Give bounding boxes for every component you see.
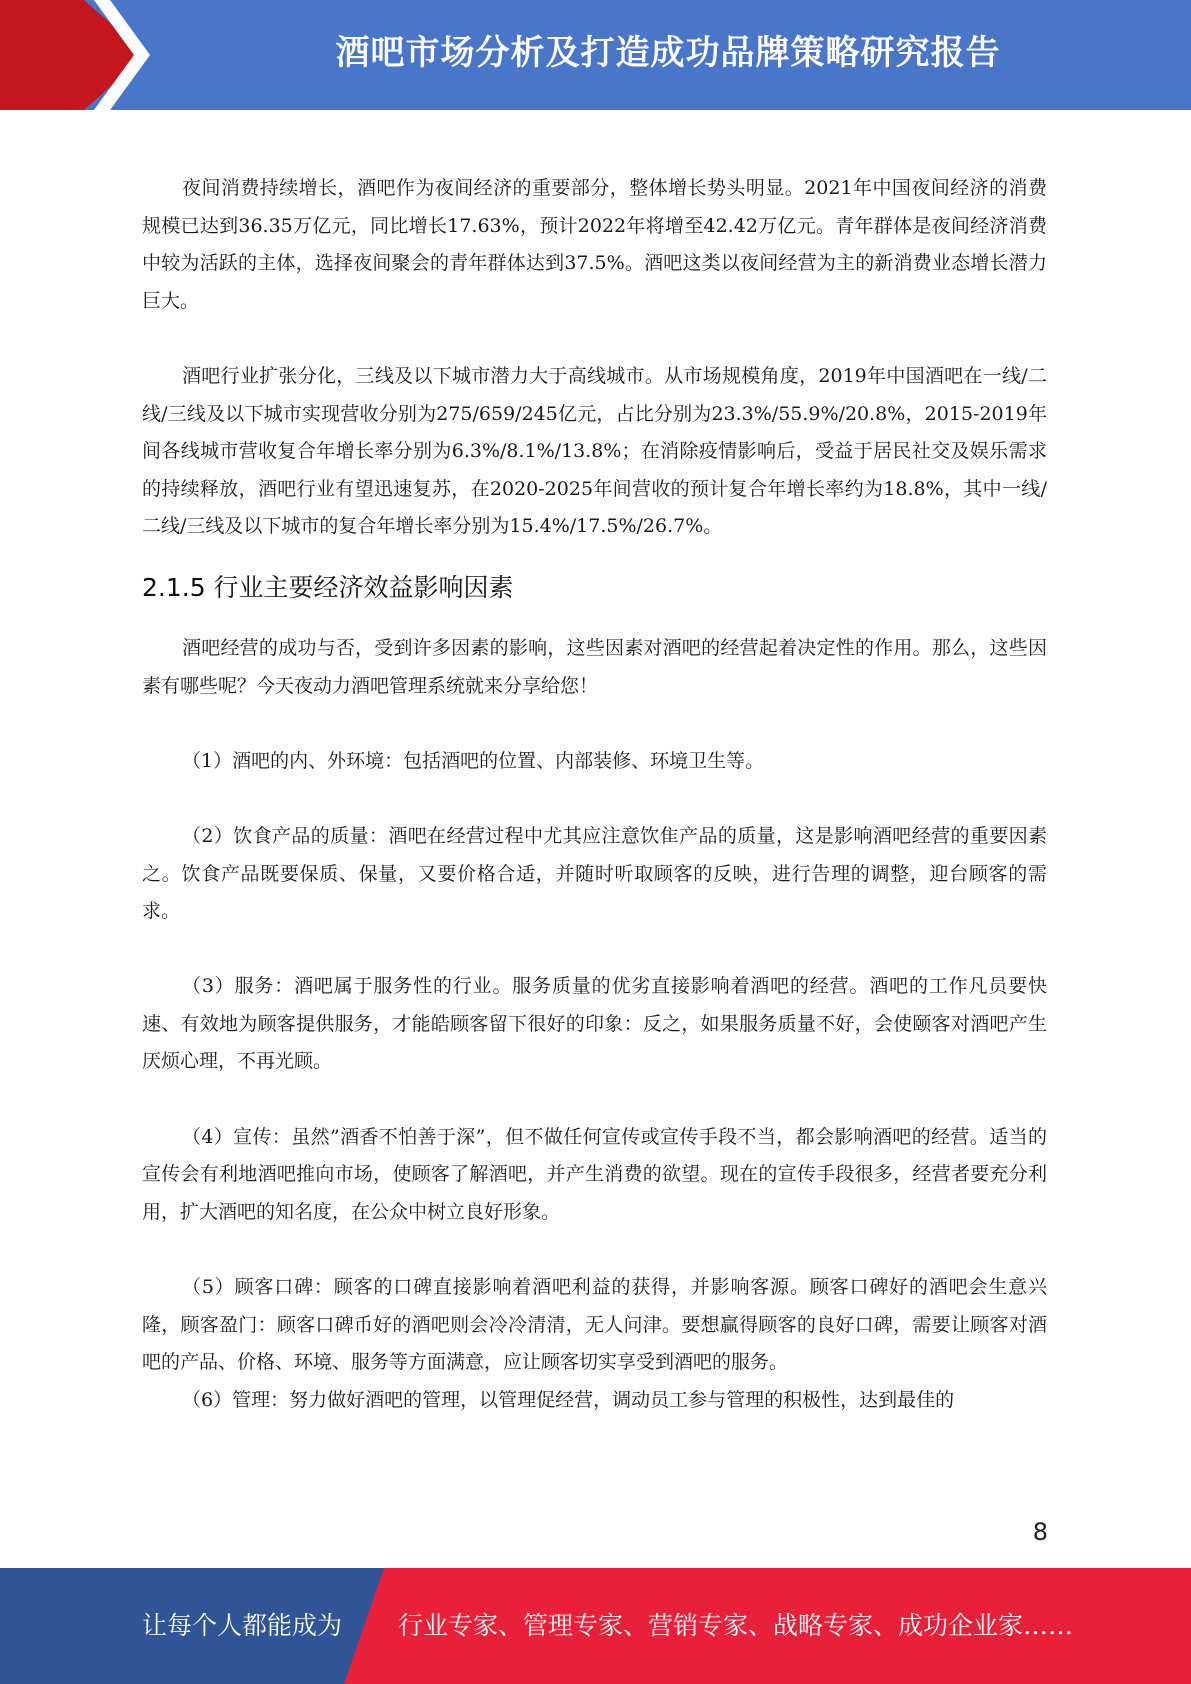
page-content: [142, 170, 1047, 1419]
page-footer: [0, 1568, 1191, 1684]
factor-paragraph: （2）饮食产品的质量：酒吧在经营过程中尤其应注意饮隹产品的质量，这是影响酒吧经营的重要因素之。饮食产品既要保质、保量，又要价格合适，并随时听取顾客的反映，进行告理的调整，迎台顾客的需求。: [142, 824, 1047, 923]
report-title: 酒吧市场分析及打造成功品牌策略研究报告: [335, 33, 1001, 73]
page-header: [0, 0, 1191, 110]
page-number: 8: [1032, 1518, 1048, 1546]
header-chevron-icon: [0, 0, 160, 110]
body-paragraph: 夜间消费持续增长，酒吧作为夜间经济的重要部分，整体增长势头明显。2021年中国夜间经济的消费规模已达到36.35万亿元，同比增长17.63%，预计2022年将增至42.42万亿元。青年群体是夜间经济消费中较为活跃的主体，选择夜间聚会的青年群体达到37.5%。酒吧这类以夜间经营为主的新消费业态增长潜力巨大。: [142, 177, 1047, 312]
factor-paragraph: （4）宣传：虽然”酒香不怕善于深”，但不做任何宣传或宣传手段不当，都会影响酒吧的经营。适当的宣传会有利地酒吧推向市场，使顾客了解酒吧，并产生消费的欲望。现在的宣传手段很多，经营者要充分利用，扩大酒吧的知名度，在公众中树立良好形象。: [142, 1125, 1047, 1223]
factor-paragraph: （3）服务：酒吧属于服务性的行业。服务质量的优劣直接影响着酒吧的经营。酒吧的工作凡员要快速、有效地为顾客提供服务，才能皓顾客留下很好的印象：反之，如果服务质量不好，会使颐客对酒吧产生厌烦心理，不再光顾。: [142, 975, 1047, 1073]
factor-paragraph: （5）顾客口碑：顾客的口碑直接影响着酒吧利益的获得，并影响客源。顾客口碑好的酒吧会生意兴隆，顾客盈门：顾客口碑币好的酒吧则会冷冷清清，无人问津。要想赢得顾客的良好口碑，需要让顾客对酒吧的产品、价格、环境、服务等方面满意，应让顾客切实享受到酒吧的服务。: [142, 1276, 1047, 1374]
section-heading: 2.1.5 行业主要经济效益影响因素: [142, 572, 514, 602]
factor-paragraph: （6）管理：努力做好酒吧的管理，以管理促经营，调动员工参与管理的积极性，达到最佳的: [182, 1388, 955, 1411]
body-paragraph: 酒吧行业扩张分化，三线及以下城市潜力大于高线城市。从市场规模角度，2019年中国酒吧在一线/二线/三线及以下城市实现营收分别为275/659/245亿元，占比分别为23.3%/55.9%/20.8%，2015-2019年间各线城市营收复合年增长率分别为6.3%/8.1%/13.8%；在消除疫情影响后，受益于居民社交及娱乐需求的持续释放，酒吧行业有望迅速复苏，在2020-2025年间营收的预计复合年增长率约为18.8%，其中一线/二线/三线及以下城市的复合年增长率分别为15.4%/17.5%/26.7%。: [142, 364, 1047, 538]
footer-slogan-right: 行业专家、管理专家、营销专家、战略专家、成功企业家……: [398, 1611, 1074, 1640]
body-paragraph: 酒吧经营的成功与否，受到许多因素的影响，这些因素对酒吧的经营起着决定性的作用。那么，这些因素有哪些呢？今天夜动力酒吧管理系统就来分享给您！: [142, 636, 1047, 697]
footer-slogan-left: 让每个人都能成为: [142, 1611, 343, 1640]
factor-paragraph: （1）酒吧的内、外环境：包括酒吧的位置、内部装修、环境卫生等。: [182, 749, 765, 772]
